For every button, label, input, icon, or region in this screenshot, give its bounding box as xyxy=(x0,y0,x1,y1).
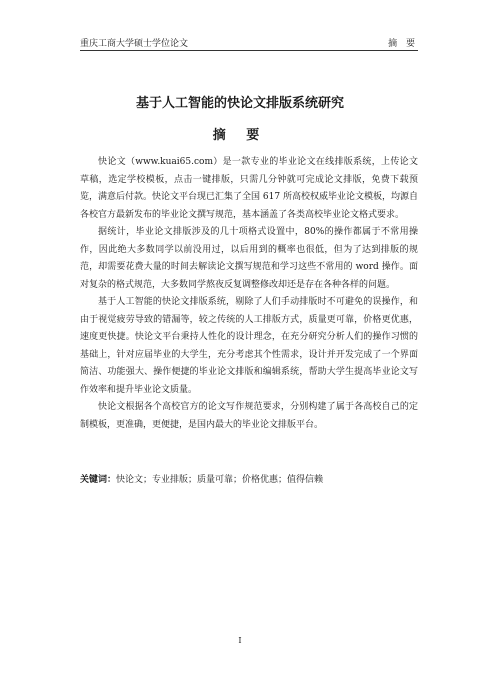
paper-title: 基于人工智能的快论文排版系统研究 xyxy=(135,96,344,111)
abstract-paragraph-2: 据统计，毕业论文排版涉及的几十项格式设置中，80%的操作都属于不常用操作，因此绝大多数同学以前没用过，以后用到的概率也很低，但为了达到排版的规范，却需要花费大量的时间去解读论文撰写规范和学习这些不常用的 word 操作。面对复杂的格式规范，大多数同学熬夜反复调整修改却还是存在各种各样的问题。 xyxy=(80,227,418,290)
abstract-paragraph-4: 快论文根据各个高校官方的论文写作规范要求，分别构建了属于各高校自己的定制模板，更准确，更便捷，是国内最大的毕业论文排版平台。 xyxy=(80,402,418,430)
page-number: I xyxy=(238,636,242,645)
abstract-heading: 摘 要 xyxy=(212,128,268,143)
header-thesis-name: 重庆工商大学硕士学位论文 xyxy=(80,39,189,49)
running-header xyxy=(80,34,418,51)
header-section-name: 摘 要 xyxy=(388,39,418,49)
abstract-body xyxy=(80,154,418,434)
keywords-line xyxy=(80,472,418,489)
keywords-text: 快论文；专业排版；质量可靠；价格优惠；值得信赖 xyxy=(116,475,324,485)
abstract-paragraph-3: 基于人工智能的快论文排版系统，剔除了人们手动排版时不可避免的误操作，和由于视觉疲劳导致的错漏等，较之传统的人工排版方式，质量更可靠，价格更优惠，速度更快捷。快论文平台秉持人性化的设计理念，在充分研究分析人们的操作习惯的基础上，针对应届毕业的大学生，充分考虑其个性需求，设计并开发完成了一个界面简洁、功能强大、操作便捷的毕业论文排版和编辑系统，帮助大学生提高毕业论文写作效率和提升毕业论文质量。 xyxy=(80,297,418,395)
keywords-label: 关键词： xyxy=(80,475,117,485)
abstract-paragraph-1: 快论文（www.kuai65.com）是一款专业的毕业论文在线排版系统，上传论文草稿，选定学校模板，点击一键排版，只需几分钟就可完成论文排版，免费下载预览，满意后付款。快论文平台现已汇集了全国 617 所高校权威毕业论文模板，均源自各校官方最新发布的毕业论文撰写规范，基本涵盖了各类高校毕业论文格式要求。 xyxy=(80,157,418,220)
